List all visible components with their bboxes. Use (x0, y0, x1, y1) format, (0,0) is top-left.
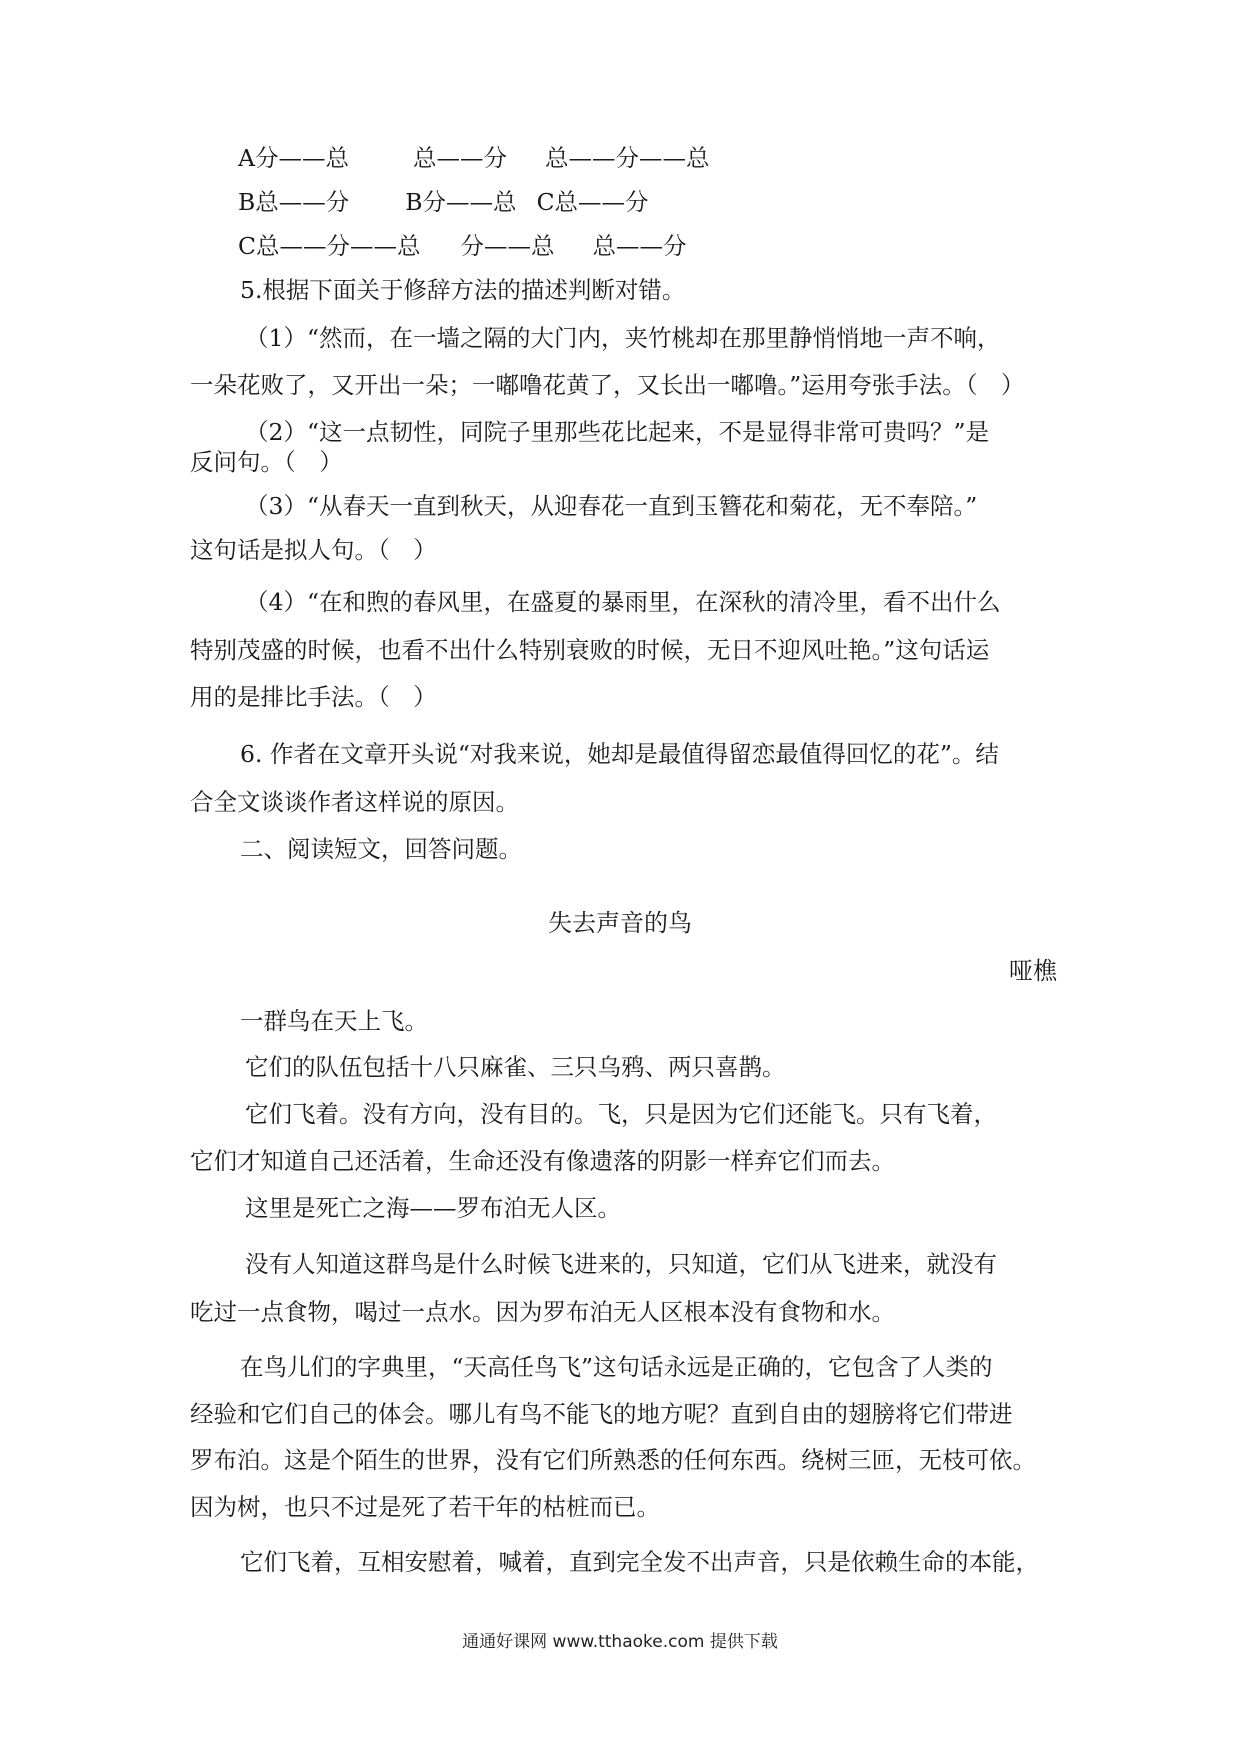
paragraph-1: 一群鸟在天上飞。 (240, 1007, 428, 1035)
article-title: 失去声音的鸟 (548, 909, 692, 937)
paragraph-4: 这里是死亡之海——罗布泊无人区。 (245, 1194, 621, 1222)
q5-item-2-line-1: （2）“这一点韧性，同院子里那些花比起来，不是显得非常可贵吗？”是 (245, 418, 989, 446)
option-b: B总——分 B分——总 C总——分 (238, 188, 649, 216)
paragraph-6-line-3: 罗布泊。这是个陌生的世界，没有它们所熟悉的任何东西。绕树三匝，无枝可依。 (190, 1446, 1036, 1474)
paragraph-6-line-4: 因为树，也只不过是死了若干年的枯桩而已。 (190, 1493, 660, 1521)
paragraph-3-line-2: 它们才知道自己还活着，生命还没有像遗落的阴影一样弃它们而去。 (190, 1147, 895, 1175)
paragraph-6-line-1: 在鸟儿们的字典里，“天高任鸟飞”这句话永远是正确的，它包含了人类的 (240, 1353, 993, 1381)
q5-item-1-line-1: （1）“然而，在一墙之隔的大门内，夹竹桃却在那里静悄悄地一声不响， (245, 324, 1001, 352)
q5-item-2-line-2: 反问句。（ ） (190, 448, 343, 476)
paragraph-7-line-1: 它们飞着，互相安慰着，喊着，直到完全发不出声音，只是依赖生命的本能， (240, 1548, 1039, 1576)
paragraph-6-line-2: 经验和它们自己的体会。哪儿有鸟不能飞的地方呢？直到自由的翅膀将它们带进 (190, 1400, 1013, 1428)
option-c: C总——分——总 分——总 总——分 (238, 232, 687, 260)
article-author: 哑樵 (1009, 957, 1057, 985)
q5-item-4-line-1: （4）“在和煦的春风里，在盛夏的暴雨里，在深秋的清冷里，看不出什么 (245, 588, 1001, 616)
q5-item-4-line-2: 特别茂盛的时候，也看不出什么特别衰败的时候，无日不迎风吐艳。”这句话运 (190, 636, 990, 664)
paragraph-3-line-1: 它们飞着。没有方向，没有目的。飞，只是因为它们还能飞。只有飞着， (245, 1100, 997, 1128)
q5-item-3-line-2: 这句话是拟人句。（ ） (190, 536, 437, 564)
paragraph-5-line-2: 吃过一点食物，喝过一点水。因为罗布泊无人区根本没有食物和水。 (190, 1298, 895, 1326)
q5-item-1-line-2: 一朵花败了，又开出一朵；一嘟噜花黄了，又长出一嘟噜。”运用夸张手法。（ ） (190, 371, 1025, 399)
q5-heading: 5.根据下面关于修辞方法的描述判断对错。 (240, 276, 686, 304)
option-a: A分——总 总——分 总——分——总 (238, 144, 710, 172)
q6-line-1: 6. 作者在文章开头说“对我来说，她却是最值得留恋最值得回忆的花”。结 (240, 740, 999, 768)
paragraph-2: 它们的队伍包括十八只麻雀、三只乌鸦、两只喜鹊。 (245, 1053, 786, 1081)
paragraph-5-line-1: 没有人知道这群鸟是什么时候飞进来的，只知道，它们从飞进来，就没有 (245, 1250, 997, 1278)
section-2-heading: 二、阅读短文，回答问题。 (240, 835, 522, 863)
q6-line-2: 合全文谈谈作者这样说的原因。 (190, 788, 519, 816)
q5-item-4-line-3: 用的是排比手法。（ ） (190, 683, 437, 711)
q5-item-3-line-1: （3）“从春天一直到秋天，从迎春花一直到玉簪花和菊花，无不奉陪。” (245, 492, 978, 520)
page-footer: 通通好课网 www.tthaoke.com 提供下载 (462, 1632, 778, 1652)
